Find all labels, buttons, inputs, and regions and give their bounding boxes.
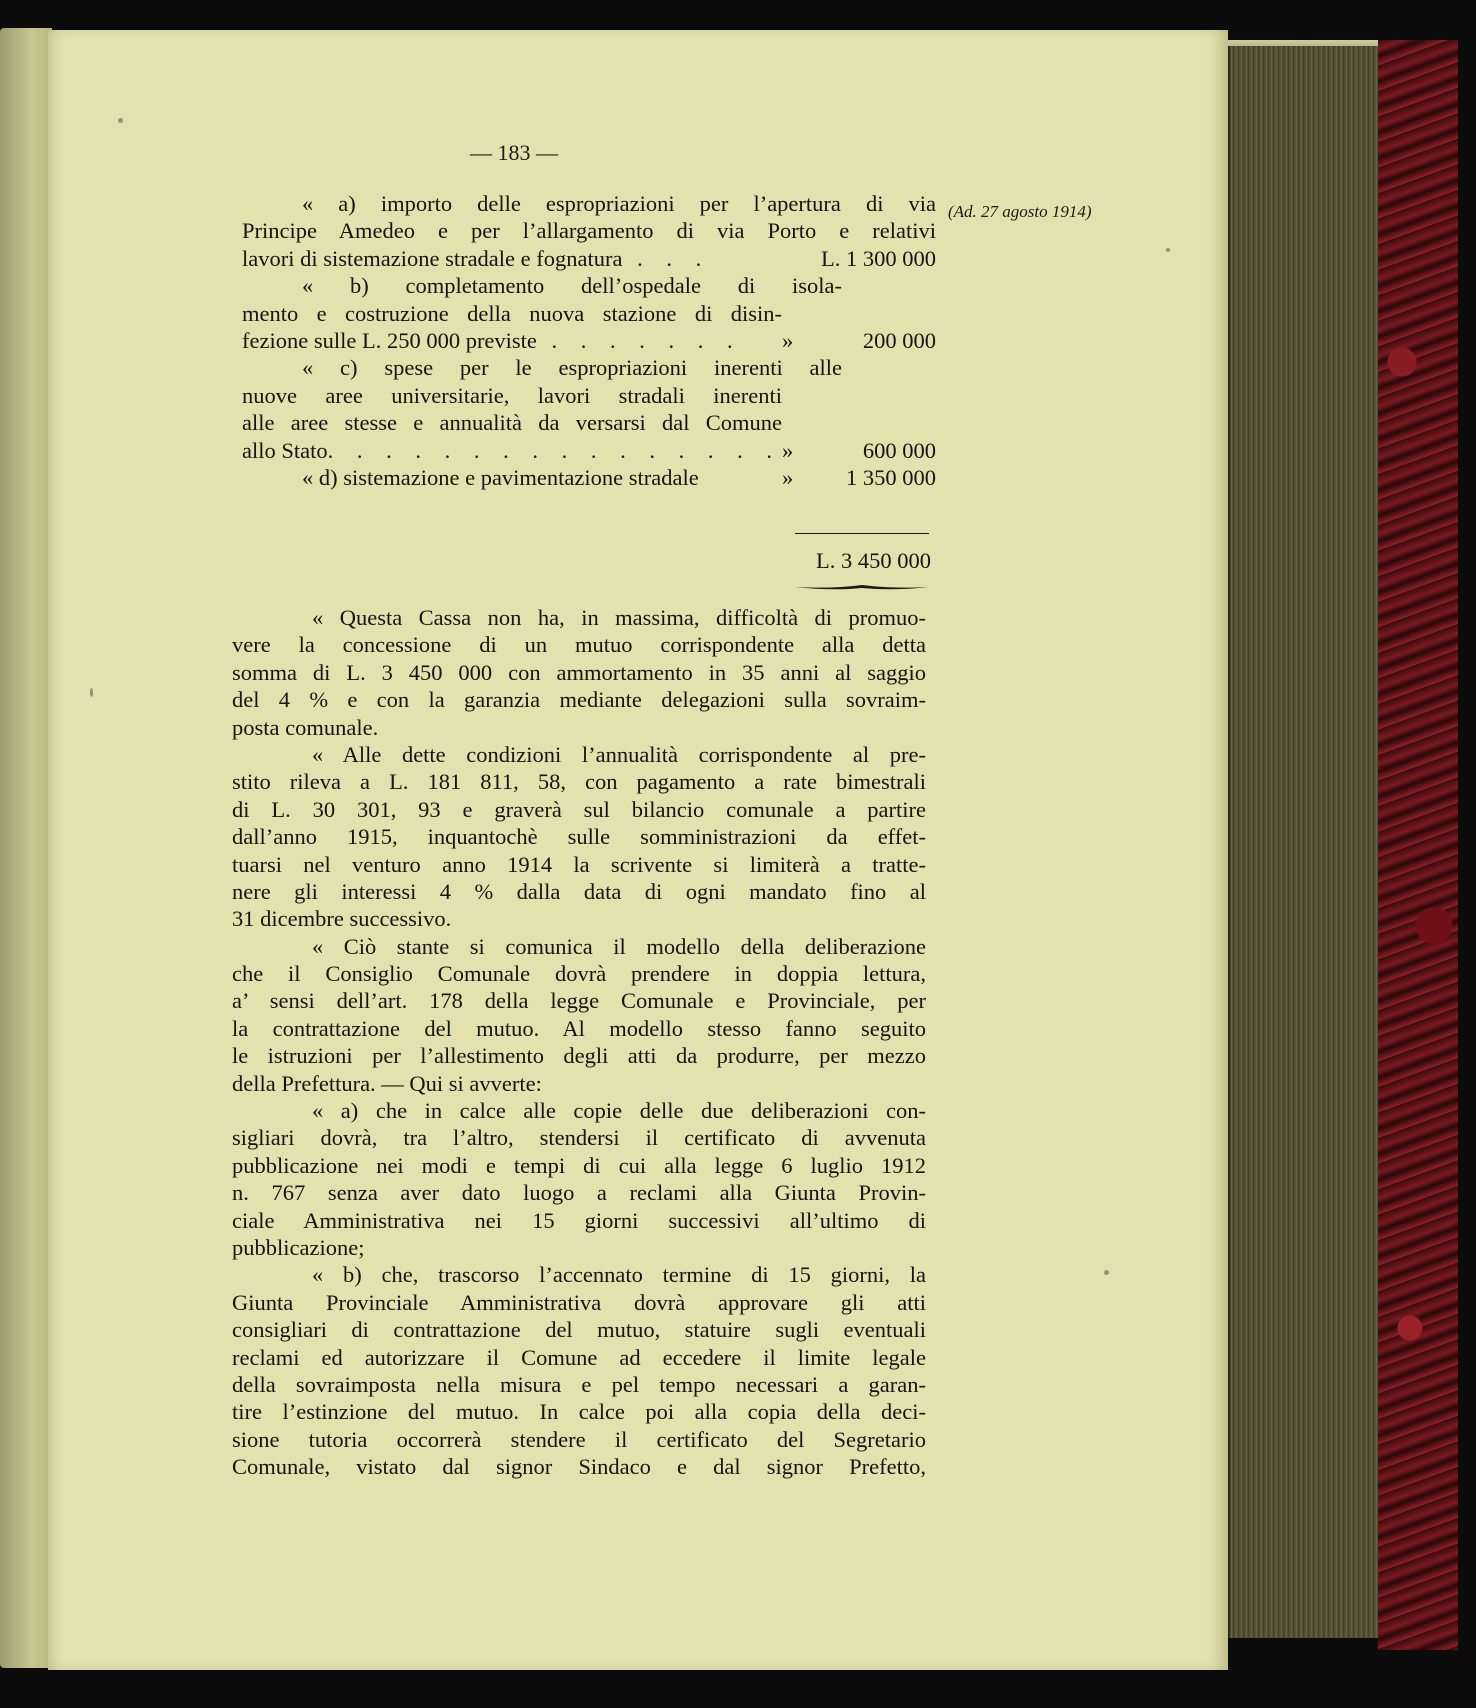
paragraph-1: [232, 604, 926, 741]
p3-line: a’ sensi dell’art. 178 della legge Comunale e Provinciale, per: [232, 988, 926, 1014]
p4-line: « a) che in calce alle copie delle due deliberazioni con-: [312, 1098, 926, 1124]
item-d-ditto-mark: »: [782, 464, 794, 490]
margin-date-note: (Ad. 27 agosto 1914): [948, 202, 1092, 221]
item-a-line-3: lavori di sistemazione stradale e fognatura . . . L. 1 300 000: [242, 245, 936, 271]
p5-line: tire l’estinzione del mutuo. In calce poi alla copia della deci-: [232, 1399, 926, 1425]
item-c-line-4: allo Stato. . . . . . . . . . . . . . . . » 600 000: [242, 437, 936, 463]
paragraph-2: [232, 741, 926, 933]
p4-line: sigliari dovrà, tra l’altro, stendersi il certificato di avvenuta: [232, 1125, 926, 1151]
item-b-amount: 200 000: [862, 327, 936, 353]
p4-line: ciale Amministrativa nei 15 giorni successivi all’ultimo di: [232, 1207, 926, 1233]
page-number: — 183 —: [470, 140, 558, 165]
item-d-line-1: [242, 464, 936, 491]
p2-line: tuarsi nel venturo anno 1914 la scrivente si limiterà a tratte-: [232, 851, 926, 877]
p3-line: che il Consiglio Comunale dovrà prendere in doppia lettura,: [232, 961, 926, 987]
p5-line: della sovraimposta nella misura e pel tempo necessari a garan-: [232, 1371, 926, 1397]
paper-spot: [118, 118, 123, 123]
paragraph-5: [232, 1261, 926, 1480]
p2-line: 31 dicembre successivo.: [232, 906, 452, 932]
item-a-line-1: « a) importo delle espropriazioni per l’apertura di via: [302, 191, 936, 216]
item-a-line-2: Principe Amedeo e per l’allargamento di via Porto e relativi: [242, 218, 936, 244]
p5-line: reclami ed autorizzare il Comune ad eccedere il limite legale: [232, 1344, 926, 1370]
letter-body: [232, 604, 926, 1481]
p2-line: stito rileva a L. 181 811, 58, con pagamento a rate bimestrali: [232, 769, 926, 795]
p5-line: Comunale, vistato dal signor Sindaco e dal signor Prefetto,: [232, 1454, 926, 1480]
p3-line: della Prefettura. — Qui si avverte:: [232, 1070, 542, 1096]
ornamental-rule: [793, 580, 931, 594]
paper-spot: [1104, 1270, 1109, 1275]
item-d-text: « d) sistemazione e pavimentazione stradale: [302, 464, 699, 490]
p4-line: n. 767 senza aver dato luogo a reclami alla Giunta Provin-: [232, 1180, 926, 1206]
p5-line: « b) che, trascorso l’accennato termine di 15 giorni, la: [312, 1262, 926, 1288]
p1-line: « Questa Cassa non ha, in massima, difficoltà di promuo-: [312, 605, 926, 630]
item-b-text: fezione sulle L. 250 000 previste: [242, 327, 537, 353]
item-c-line-1: « c) spese per le espropriazioni inerenti alle: [302, 355, 842, 381]
paper-spot: [1166, 248, 1170, 252]
item-b-ditto-mark: »: [782, 327, 794, 353]
expense-list: [242, 190, 936, 491]
item-b-line-2: mento e costruzione della nuova stazione di disin-: [242, 300, 782, 326]
p4-line: pubblicazione nei modi e tempi di cui alla legge 6 luglio 1912: [232, 1152, 926, 1178]
total-row: [793, 548, 931, 574]
total-currency: L.: [816, 548, 836, 573]
p2-line: nere gli interessi 4 % dalla data di ogni mandato fino al: [232, 878, 926, 904]
p1-line: vere la concessione di un mutuo corrispondente alla detta: [232, 632, 926, 658]
p3-line: la contrattazione del mutuo. Al modello stesso fanno seguito: [232, 1015, 926, 1041]
p3-line: « Ciò stante si comunica il modello della deliberazione: [312, 933, 926, 959]
total-amount: 3 450 000: [841, 548, 931, 573]
item-c-ditto-mark: »: [782, 437, 794, 463]
paper-spot: [90, 688, 93, 697]
item-c-amount: 600 000: [862, 437, 936, 463]
p5-line: sione tutoria occorrerà stendere il certificato del Segretario: [232, 1426, 926, 1452]
p1-line: somma di L. 3 450 000 con ammortamento in 35 anni al saggio: [232, 659, 926, 685]
p2-line: di L. 30 301, 93 e graverà sul bilancio comunale a partire: [232, 796, 926, 822]
paragraph-3: [232, 933, 926, 1097]
sum-rule: [795, 533, 929, 534]
item-a-text: lavori di sistemazione stradale e fognatura: [242, 245, 623, 271]
p4-line: pubblicazione;: [232, 1234, 365, 1260]
item-c-line-3: alle aree stesse e annualità da versarsi dal Comune: [242, 410, 782, 436]
item-c-line-2: nuove aree universitarie, lavori stradali inerenti: [242, 382, 782, 408]
item-b-line-1: « b) completamento dell’ospedale di isola-: [302, 273, 842, 299]
previous-page-edge: [0, 28, 52, 1668]
item-c-text: allo Stato: [242, 437, 328, 463]
item-d-amount: 1 350 000: [846, 464, 936, 490]
item-a-currency: L.: [821, 245, 841, 271]
p5-line: Giunta Provinciale Amministrativa dovrà approvare gli atti: [232, 1289, 926, 1315]
p3-line: le istruzioni per l’allestimento degli atti da produrre, per mezzo: [232, 1043, 926, 1069]
paragraph-4: [232, 1097, 926, 1261]
page-block-edges: [1228, 46, 1380, 1638]
marbled-cover: [1378, 40, 1458, 1650]
p1-line: del 4 % e con la garanzia mediante delegazioni sulla sovraim-: [232, 687, 926, 713]
item-a-amount: 1 300 000: [846, 245, 936, 271]
p2-line: « Alle dette condizioni l’annualità corrispondente al pre-: [312, 741, 926, 767]
p5-line: consigliari di contrattazione del mutuo, statuire sugli eventuali: [232, 1317, 926, 1343]
p1-line: posta comunale.: [232, 714, 379, 740]
p2-line: dall’anno 1915, inquantochè sulle somministrazioni da effet-: [232, 824, 926, 850]
item-b-line-3: fezione sulle L. 250 000 previste . . . . . . . » 200 000: [242, 327, 936, 353]
